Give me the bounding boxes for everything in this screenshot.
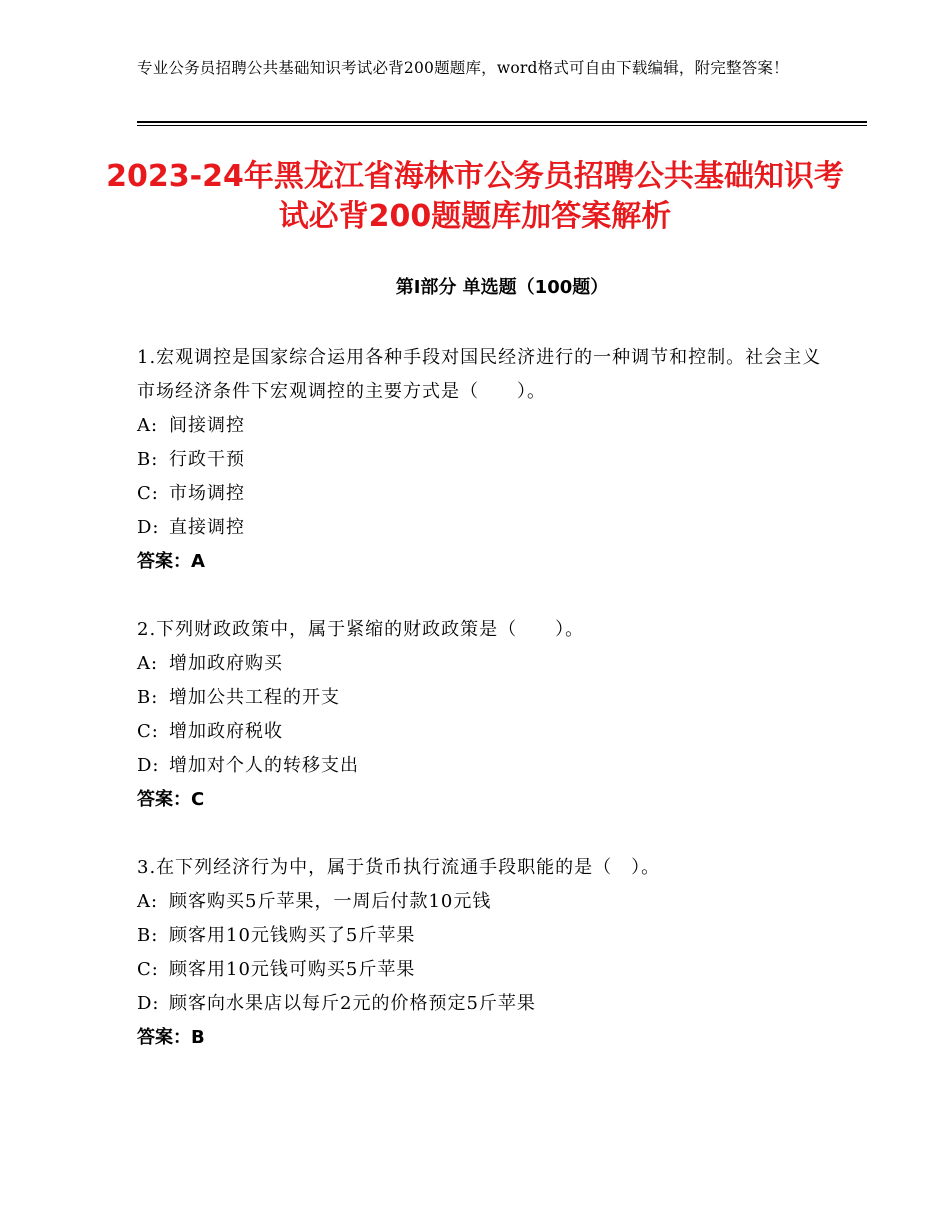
option-a [137, 647, 837, 681]
option-letter: D: [137, 755, 160, 776]
option-text: 市场调控 [169, 483, 245, 504]
question-1 [137, 341, 837, 579]
option-letter: B: [137, 925, 159, 946]
option-text: 增加对个人的转移支出 [169, 755, 359, 776]
option-d [137, 749, 837, 783]
option-a [137, 409, 837, 443]
option-b [137, 919, 837, 953]
option-text: 间接调控 [169, 415, 245, 436]
option-c [137, 477, 837, 511]
option-text: 顾客购买5斤苹果，一周后付款10元钱 [169, 891, 492, 912]
question-list [137, 341, 837, 1089]
option-text: 顾客用10元钱购买了5斤苹果 [169, 925, 416, 946]
option-letter: D: [137, 517, 160, 538]
question-3 [137, 851, 837, 1055]
header-note: 专业公务员招聘公共基础知识考试必背200题题库，word格式可自由下载编辑，附完整答案！ [137, 59, 789, 77]
option-letter: C: [137, 483, 159, 504]
option-text: 顾客向水果店以每斤2元的价格预定5斤苹果 [169, 993, 536, 1014]
option-text: 增加公共工程的开支 [169, 687, 340, 708]
question-stem: 3.在下列经济行为中，属于货币执行流通手段职能的是（ ）。 [137, 857, 661, 878]
option-a [137, 885, 837, 919]
section-heading: 第Ⅰ部分 单选题（100题） [395, 277, 609, 298]
option-c [137, 715, 837, 749]
option-text: 顾客用10元钱可购买5斤苹果 [169, 959, 416, 980]
question-stem: 1.宏观调控是国家综合运用各种手段对国民经济进行的一种调节和控制。社会主义市场经济条件下宏观调控的主要方式是（ ）。 [137, 347, 822, 402]
question-2 [137, 613, 837, 817]
option-text: 增加政府购买 [169, 653, 283, 674]
option-text: 增加政府税收 [169, 721, 283, 742]
option-text: 直接调控 [169, 517, 245, 538]
question-stem: 2.下列财政政策中，属于紧缩的财政政策是（ ）。 [137, 619, 585, 640]
answer: 答案：B [137, 1027, 205, 1048]
option-letter: D: [137, 993, 160, 1014]
option-d [137, 511, 837, 545]
option-letter: A: [137, 415, 159, 436]
header-rule-thick [137, 121, 867, 123]
option-letter: B: [137, 449, 159, 470]
answer: 答案：A [137, 551, 205, 572]
answer: 答案：C [137, 789, 205, 810]
option-b [137, 681, 837, 715]
option-text: 行政干预 [169, 449, 245, 470]
document-title: 2023-24年黑龙江省海林市公务员招聘公共基础知识考试必背200题题库加答案解析 [106, 159, 844, 234]
option-letter: B: [137, 687, 159, 708]
option-letter: A: [137, 891, 159, 912]
option-b [137, 443, 837, 477]
option-letter: C: [137, 721, 159, 742]
option-c [137, 953, 837, 987]
option-letter: A: [137, 653, 159, 674]
option-d [137, 987, 837, 1021]
option-letter: C: [137, 959, 159, 980]
header-rule-thin [137, 125, 867, 126]
